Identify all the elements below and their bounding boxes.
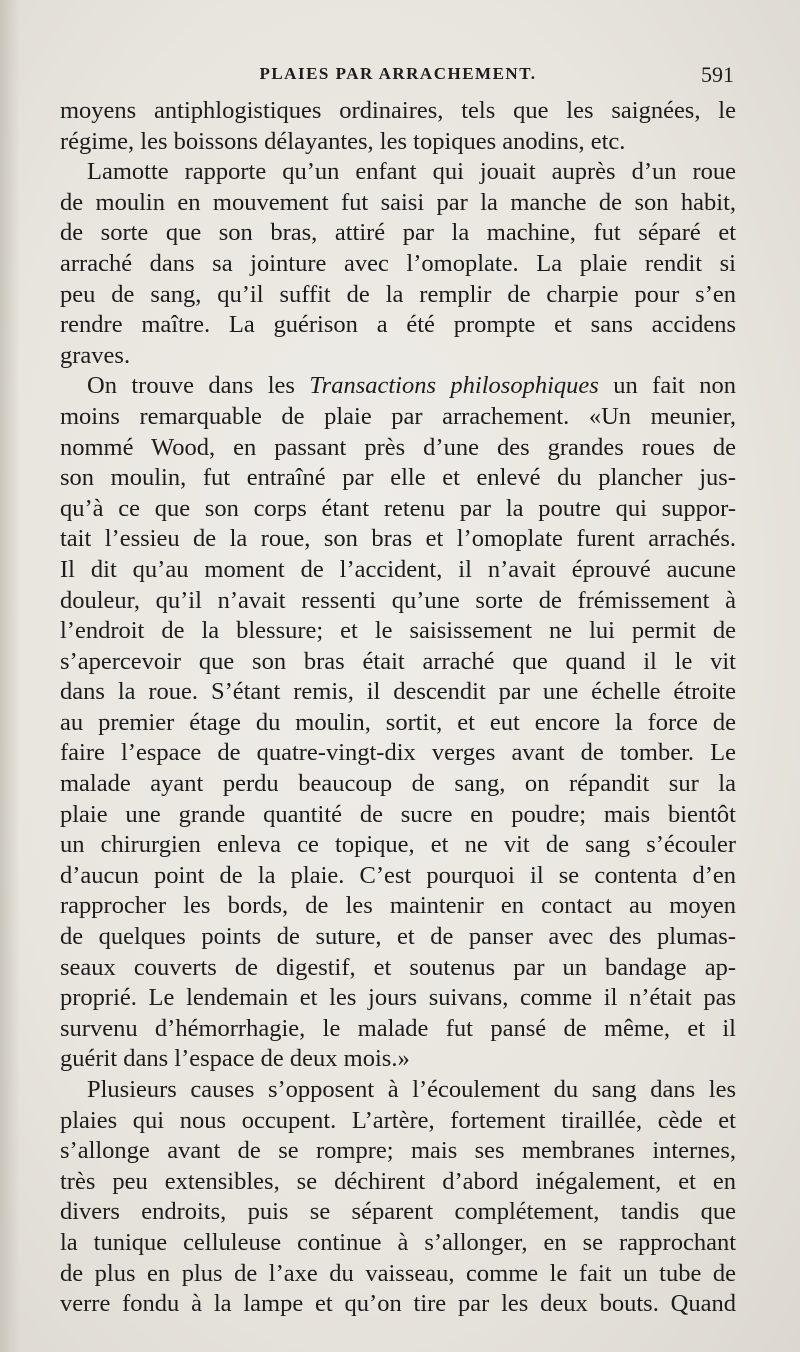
- text-line: s’allonge avant de se rompre; mais ses membranes internes,: [60, 1137, 736, 1165]
- text-line: proprié. Le lendemain et les jours suivans, comme il n’était pas: [60, 984, 736, 1012]
- text-line: douleur, qu’il n’avait ressenti qu’une sorte de frémissement à: [60, 586, 736, 614]
- text-line: s’apercevoir que son bras était arraché que quand il le vit: [60, 647, 736, 675]
- text-run: un fait non: [598, 372, 736, 400]
- spine-shadow: [0, 0, 20, 1352]
- text-line: moins remarquable de plaie par arrachement. «Un meunier,: [60, 402, 736, 430]
- page-number: 591: [701, 62, 734, 87]
- text-line: plaies qui nous occupent. L’artère, fortement tiraillée, cède et: [60, 1106, 736, 1134]
- text-line: guérit dans l’espace de deux mois.»: [60, 1045, 410, 1073]
- paragraph: [60, 1075, 736, 1320]
- text-line: divers endroits, puis se séparent complétement, tandis que: [60, 1198, 736, 1226]
- text-line: de moulin en mouvement fut saisi par la manche de son habit,: [60, 188, 736, 216]
- text-line: [60, 371, 736, 402]
- text-line: d’aucun point de la plaie. C’est pourquoi il se contenta d’en: [60, 861, 736, 889]
- text-line: Plusieurs causes s’opposent à l’écoulement du sang dans les: [87, 1076, 736, 1103]
- text-line: très peu extensibles, se déchirent d’abord inégalement, et en: [60, 1167, 736, 1195]
- text-line: au premier étage du moulin, sortit, et eut encore la force de: [60, 708, 736, 736]
- paragraph: [60, 371, 736, 1075]
- text-line: la tunique celluleuse continue à s’allonger, en se rapprochant: [60, 1228, 736, 1256]
- text-line: graves.: [60, 341, 131, 369]
- text-line: Il dit qu’au moment de l’accident, il n’avait éprouvé aucune: [60, 555, 736, 583]
- text-line: rendre maître. La guérison a été prompte et sans accidens: [60, 311, 736, 339]
- text-line: tait l’essieu de la roue, son bras et l’omoplate furent arrachés.: [60, 525, 736, 553]
- text-line: de quelques points de suture, et de panser avec des plumas-: [60, 923, 736, 951]
- text-line: plaie une grande quantité de sucre en poudre; mais bientôt: [60, 800, 736, 828]
- running-title: PLAIES PAR ARRACHEMENT.: [259, 64, 537, 83]
- text-line: un chirurgien enleva ce topique, et ne vit de sang s’écouler: [60, 831, 736, 859]
- text-line: malade ayant perdu beaucoup de sang, on répandit sur la: [60, 770, 736, 798]
- text-line: rapprocher les bords, de les maintenir en contact au moyen: [60, 892, 736, 920]
- paragraph: [60, 96, 736, 157]
- italic-title: Transactions philosophiques: [309, 372, 599, 400]
- text-line: moyens antiphlogistiques ordinaires, tels que les saignées, le: [60, 97, 736, 124]
- text-line: de plus en plus de l’axe du vaisseau, comme le fait un tube de: [60, 1259, 736, 1287]
- running-head: [60, 62, 736, 88]
- text-line: survenu d’hémorrhagie, le malade fut pansé de même, et il: [60, 1014, 736, 1042]
- text-line: régime, les boissons délayantes, les topiques anodins, etc.: [60, 127, 626, 155]
- text-line: peu de sang, qu’il suffit de la remplir de charpie pour s’en: [60, 280, 736, 308]
- text-line: verre fondu à la lampe et qu’on tire par les deux bouts. Quand: [60, 1290, 736, 1318]
- text-line: l’endroit de la blessure; et le saisissement ne lui permit de: [60, 617, 736, 645]
- text-line: dans la roue. S’étant remis, il descendit par une échelle étroite: [60, 678, 736, 706]
- text-line: son moulin, fut entraîné par elle et enlevé du plancher jus-: [60, 464, 736, 492]
- text-line: qu’à ce que son corps étant retenu par la poutre qui suppor-: [60, 494, 736, 522]
- text-line: faire l’espace de quatre-vingt-dix verges avant de tomber. Le: [60, 739, 736, 767]
- text-run: On trouve dans les: [87, 372, 310, 400]
- text-line: nommé Wood, en passant près d’une des grandes roues de: [60, 433, 736, 461]
- text-line: Lamotte rapporte qu’un enfant qui jouait auprès d’un roue: [87, 158, 736, 186]
- text-line: arraché dans sa jointure avec l’omoplate. La plaie rendit si: [60, 249, 736, 277]
- text-line: de sorte que son bras, attiré par la machine, fut séparé et: [60, 219, 736, 247]
- text-line: seaux couverts de digestif, et soutenus par un bandage ap-: [60, 953, 736, 981]
- paragraph: [60, 157, 736, 371]
- body-text: [60, 96, 736, 1320]
